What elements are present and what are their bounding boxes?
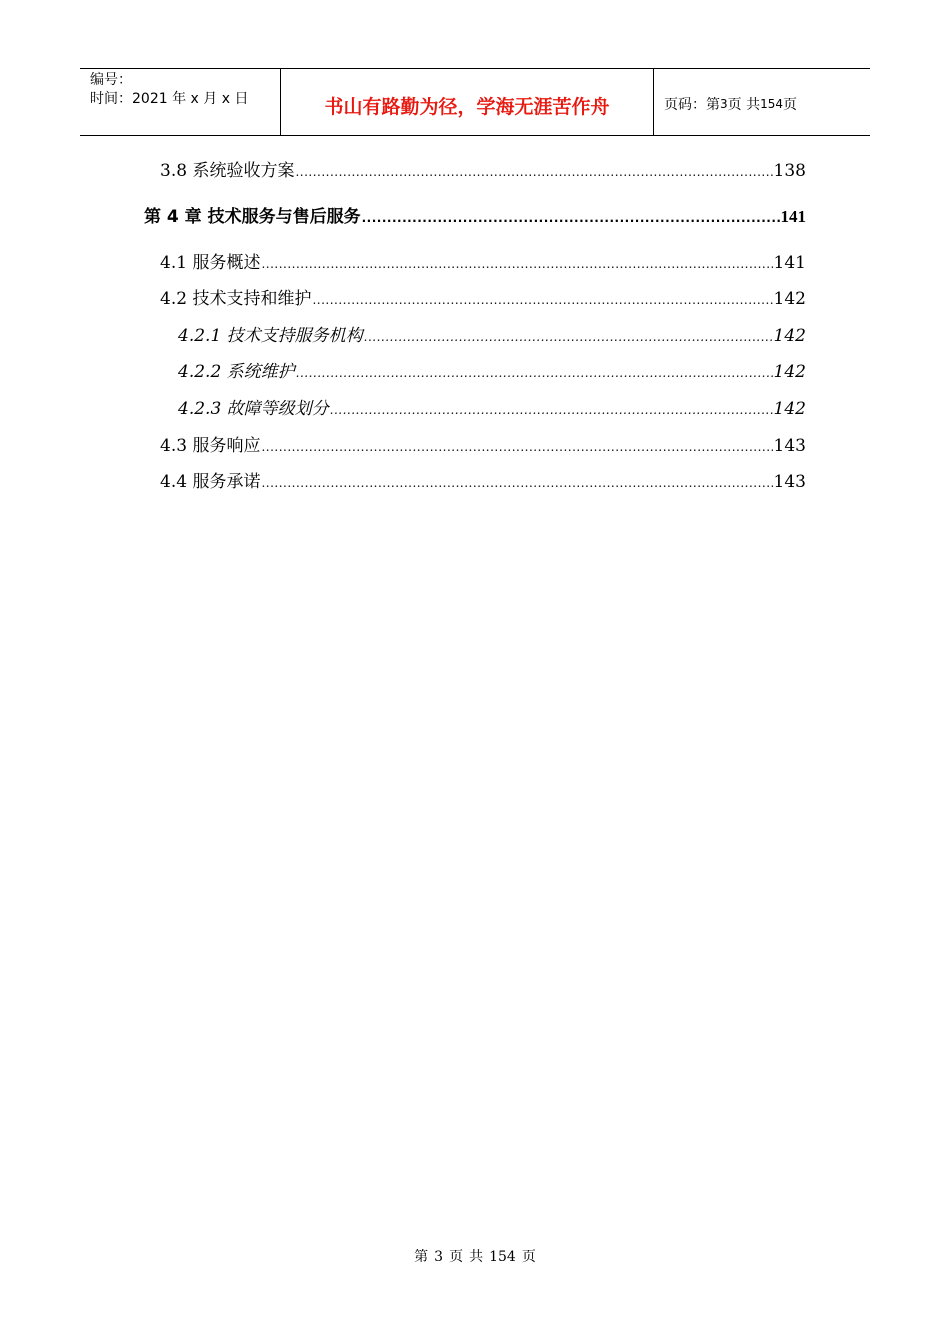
- toc-subentry-page: 142: [773, 362, 806, 382]
- footer-current-page: 3: [434, 1249, 444, 1265]
- toc-entry-label: 4.3 服务响应: [160, 436, 261, 456]
- toc-subentry-page: 142: [773, 399, 806, 419]
- footer-di: 第: [414, 1249, 429, 1265]
- toc-chapter[interactable]: [144, 205, 806, 229]
- page-total: 154: [760, 97, 783, 111]
- toc-entry-label: 4.1 服务概述: [160, 253, 261, 273]
- toc-chapter-label: 第 4 章 技术服务与售后服务: [144, 207, 361, 227]
- footer-total-pages: 154: [489, 1249, 516, 1265]
- toc-subentry[interactable]: [178, 324, 806, 348]
- toc-subentry[interactable]: [178, 360, 806, 384]
- toc-entry-page: 142: [773, 289, 806, 309]
- toc-entry-label: 4.2 技术支持和维护: [160, 289, 312, 309]
- document-number-label: 编号：: [90, 72, 132, 88]
- toc-entry-label: 3.8 系统验收方案: [160, 161, 295, 181]
- toc-entry-label: 4.4 服务承诺: [160, 472, 261, 492]
- toc-entry[interactable]: [160, 251, 806, 275]
- toc-entry-page: 143: [773, 472, 806, 492]
- footer-ye: 页: [449, 1249, 464, 1265]
- toc-subentry-label: 4.2.1 技术支持服务机构: [178, 326, 363, 346]
- toc-leader: [362, 206, 780, 230]
- toc-subentry-label: 4.2.2 系统维护: [178, 362, 295, 382]
- toc-entry-page: 138: [773, 161, 806, 181]
- toc-leader: [261, 471, 772, 495]
- toc-subentry-label: 4.2.3 故障等级划分: [178, 399, 329, 419]
- document-date: 时间：2021 年 x 月 x 日: [90, 91, 249, 107]
- toc-entry[interactable]: [160, 470, 806, 494]
- page-mid: 页 共: [727, 97, 761, 113]
- header-meta: [80, 69, 281, 135]
- header-motto: 书山有路勤为径，学海无涯苦作舟: [281, 69, 654, 135]
- toc-entry-page: 143: [773, 436, 806, 456]
- page-current: 3: [720, 97, 728, 111]
- toc-leader: [261, 252, 772, 276]
- toc-subentry-page: 142: [773, 326, 806, 346]
- toc-entry[interactable]: [160, 159, 806, 183]
- toc-entry[interactable]: [160, 287, 806, 311]
- footer-ye-end: 页: [521, 1249, 536, 1265]
- page-prefix: 页码：第: [664, 97, 720, 113]
- toc-leader: [330, 398, 773, 422]
- toc-leader: [261, 435, 772, 459]
- page-header: [80, 68, 870, 136]
- toc-leader: [364, 325, 773, 349]
- toc-entry[interactable]: [160, 434, 806, 458]
- header-page-info: [654, 69, 870, 135]
- toc-leader: [295, 160, 772, 184]
- toc-leader: [296, 361, 773, 385]
- toc-chapter-page: 141: [780, 207, 806, 226]
- toc-entry-page: 141: [773, 253, 806, 273]
- page-footer: [0, 1246, 950, 1266]
- page-suffix: 页: [783, 97, 797, 113]
- toc-subentry[interactable]: [178, 397, 806, 421]
- toc-leader: [312, 288, 772, 312]
- footer-gong: 共: [469, 1249, 484, 1265]
